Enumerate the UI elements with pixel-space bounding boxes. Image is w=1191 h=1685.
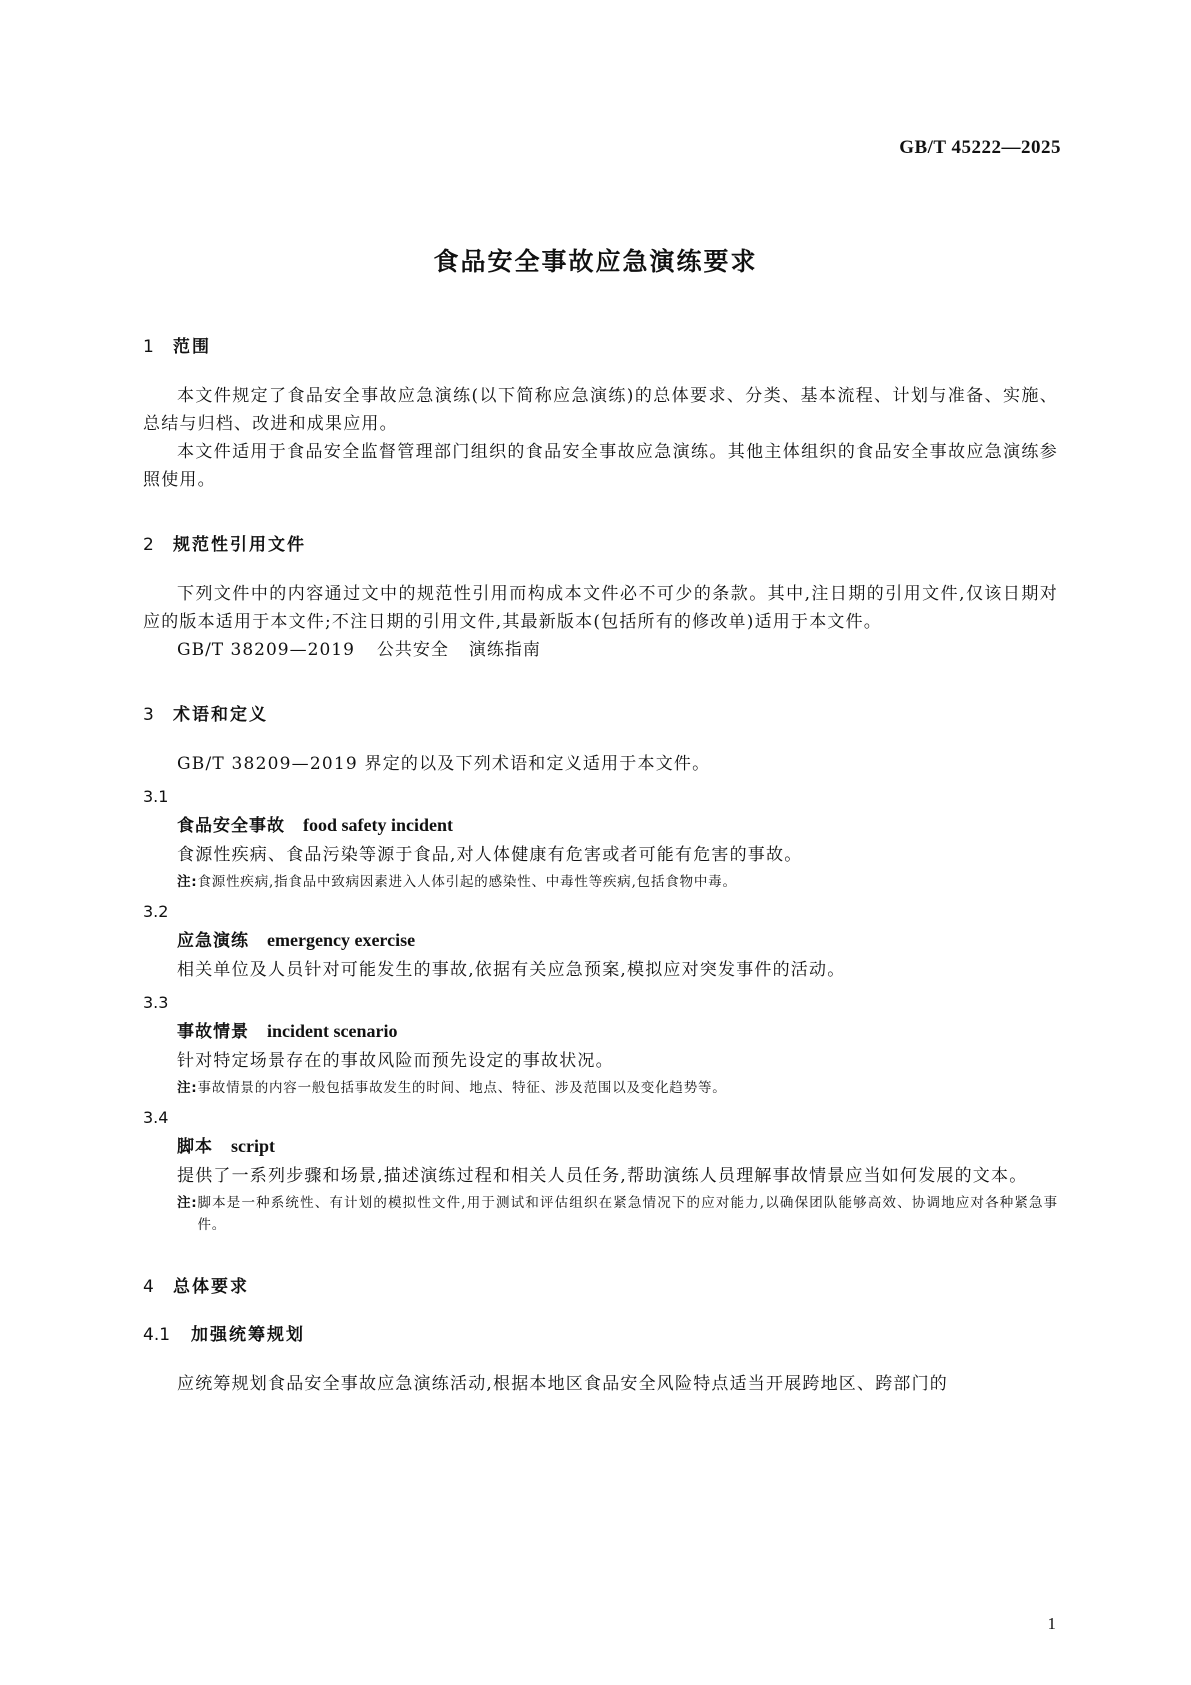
paragraph: 本文件规定了食品安全事故应急演练(以下简称应急演练)的总体要求、分类、基本流程、计划与准备、实施、总结与归档、改进和成果应用。: [143, 386, 1058, 434]
subsection-4-1-heading: [143, 1322, 1058, 1348]
reference-title-part1: 公共安全: [376, 640, 449, 660]
paragraph: 应统筹规划食品安全事故应急演练活动,根据本地区食品安全风险特点适当开展跨地区、跨部门的: [177, 1374, 949, 1394]
term-name: [143, 1016, 1058, 1047]
section-2-heading: [143, 532, 1058, 558]
term-chinese: 食品安全事故: [177, 816, 285, 836]
section-title: 规范性引用文件: [173, 535, 306, 555]
subsection-title: 加强统筹规划: [191, 1325, 305, 1345]
term-chinese: 脚本: [177, 1137, 213, 1157]
reference-code: GB/T 38209—2019: [177, 640, 355, 660]
term-number: 3.2: [143, 902, 169, 921]
note-label: 注:: [177, 1195, 198, 1211]
term-definition: 相关单位及人员针对可能发生的事故,依据有关应急预案,模拟应对突发事件的活动。: [177, 960, 846, 980]
term-note: [143, 1077, 1058, 1099]
normative-reference: [143, 636, 1058, 664]
subsection-number: 4.1: [143, 1325, 171, 1345]
section-title: 范围: [173, 337, 211, 357]
section-title: 术语和定义: [173, 705, 268, 725]
term-note: [143, 871, 1058, 893]
standard-code: GB/T 45222—2025: [899, 137, 1061, 158]
term-chinese: 事故情景: [177, 1022, 249, 1042]
term-definition: 提供了一系列步骤和场景,描述演练过程和相关人员任务,帮助演练人员理解事故情景应当如何发展的文本。: [177, 1166, 1028, 1186]
term-name: [143, 810, 1058, 841]
section-number: 1: [143, 337, 156, 357]
term-note: [143, 1192, 1058, 1236]
paragraph: 下列文件中的内容通过文中的规范性引用而构成本文件必不可少的条款。其中,注日期的引用文件,仅该日期对应的版本适用于本文件;不注日期的引用文件,其最新版本(包括所有的修改单)适用于本文件。: [143, 584, 1058, 632]
page-number: 1: [1047, 1614, 1056, 1633]
term-english: food safety incident: [303, 815, 453, 835]
term-english: script: [231, 1136, 275, 1156]
paragraph: GB/T 38209—2019 界定的以及下列术语和定义适用于本文件。: [177, 754, 711, 774]
section-3-heading: [143, 702, 1058, 728]
note-label: 注:: [177, 874, 198, 890]
note-label: 注:: [177, 1080, 198, 1096]
term-english: emergency exercise: [267, 930, 416, 950]
section-number: 2: [143, 535, 156, 555]
note-text: 事故情景的内容一般包括事故发生的时间、地点、特征、涉及范围以及变化趋势等。: [197, 1080, 727, 1096]
section-number: 3: [143, 705, 156, 725]
paragraph: 本文件适用于食品安全监督管理部门组织的食品安全事故应急演练。其他主体组织的食品安全事故应急演练参照使用。: [143, 442, 1058, 490]
term-definition: 针对特定场景存在的事故风险而预先设定的事故状况。: [177, 1051, 614, 1071]
reference-title-part2: 演练指南: [468, 640, 541, 660]
term-english: incident scenario: [267, 1021, 398, 1041]
note-text: 食源性疾病,指食品中致病因素进入人体引起的感染性、中毒性等疾病,包括食物中毒。: [197, 874, 737, 890]
term-number: 3.4: [143, 1108, 169, 1127]
term-number: 3.3: [143, 993, 169, 1012]
term-number: 3.1: [143, 787, 169, 806]
document-body: [143, 334, 1058, 1398]
note-text: 脚本是一种系统性、有计划的模拟性文件,用于测试和评估组织在紧急情况下的应对能力,以确保团队能够高效、协调地应对各种紧急事件。: [197, 1195, 1058, 1233]
section-1-heading: [143, 334, 1058, 360]
section-title: 总体要求: [173, 1277, 249, 1297]
section-number: 4: [143, 1277, 156, 1297]
section-4-heading: [143, 1274, 1058, 1300]
term-name: [143, 925, 1058, 956]
term-chinese: 应急演练: [177, 931, 249, 951]
term-definition: 食源性疾病、食品污染等源于食品,对人体健康有危害或者可能有危害的事故。: [177, 845, 803, 865]
document-title: 食品安全事故应急演练要求: [433, 247, 758, 276]
term-name: [143, 1131, 1058, 1162]
